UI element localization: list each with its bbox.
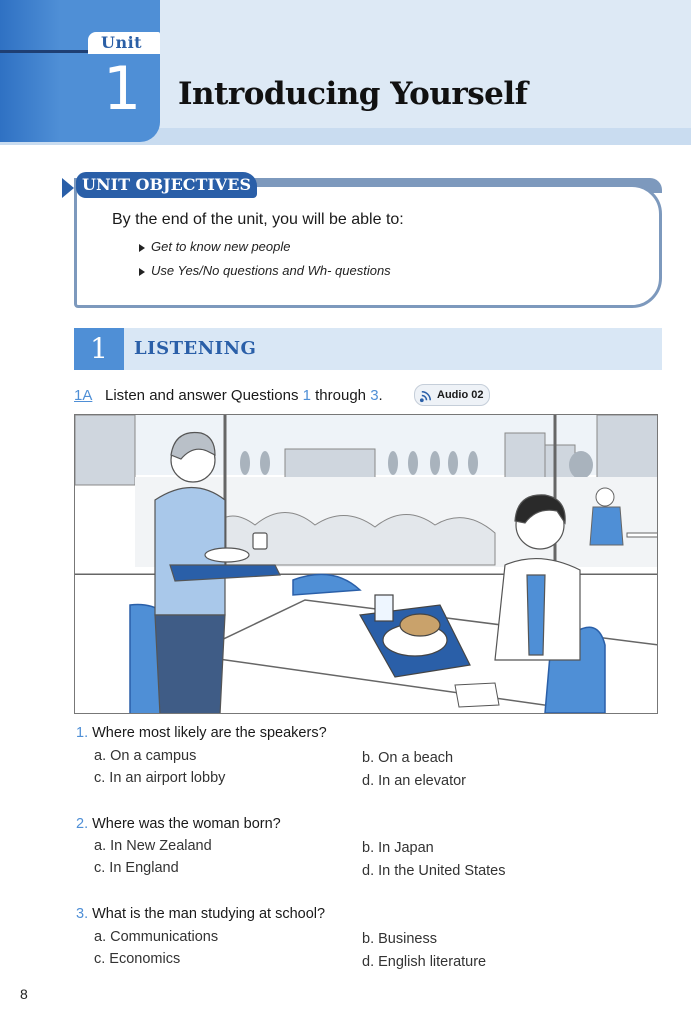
unit-label: Unit	[101, 33, 143, 52]
question-1: 1. Where most likely are the speakers?	[76, 725, 327, 741]
cafeteria-scene	[75, 415, 658, 714]
option-1c: c. In an airport lobby	[94, 770, 226, 786]
objectives-intro: By the end of the unit, you will be able to:	[112, 211, 404, 228]
section-number: 1	[90, 332, 108, 365]
option-3d: d. English literature	[362, 954, 487, 970]
option-2a: a. In New Zealand	[94, 838, 212, 854]
exercise-instruction: Listen and answer Questions 1 through 3.	[105, 387, 383, 404]
question-3: 3. What is the man studying at school?	[76, 906, 326, 922]
objectives-arrow-icon	[62, 178, 74, 198]
audio-wave-icon	[419, 388, 434, 403]
option-1d: d. In an elevator	[362, 773, 466, 789]
question-2: 2. Where was the woman born?	[76, 816, 281, 832]
unit-number: 1	[103, 54, 142, 124]
page-title: Introducing Yourself	[178, 76, 528, 112]
option-3c: c. Economics	[94, 951, 181, 967]
option-2c: c. In England	[94, 860, 179, 876]
section-title: LISTENING	[134, 338, 257, 359]
bullet-triangle-icon	[139, 244, 145, 252]
option-3a: a. Communications	[94, 929, 219, 945]
exercise-id: 1A	[74, 387, 93, 404]
objective-item: Get to know new people	[139, 239, 290, 254]
bullet-triangle-icon	[139, 268, 145, 276]
option-1a: a. On a campus	[94, 748, 197, 764]
objectives-heading: UNIT OBJECTIVES	[76, 172, 257, 198]
unit-block-shade	[0, 0, 60, 142]
option-2d: d. In the United States	[362, 863, 506, 879]
cafeteria-illustration	[74, 414, 658, 714]
objective-item: Use Yes/No questions and Wh- questions	[139, 263, 391, 278]
audio-button[interactable]: Audio 02	[414, 384, 490, 406]
page-number: 8	[20, 986, 28, 1002]
option-2b: b. In Japan	[362, 840, 434, 856]
option-3b: b. Business	[362, 931, 437, 947]
option-1b: b. On a beach	[362, 750, 454, 766]
